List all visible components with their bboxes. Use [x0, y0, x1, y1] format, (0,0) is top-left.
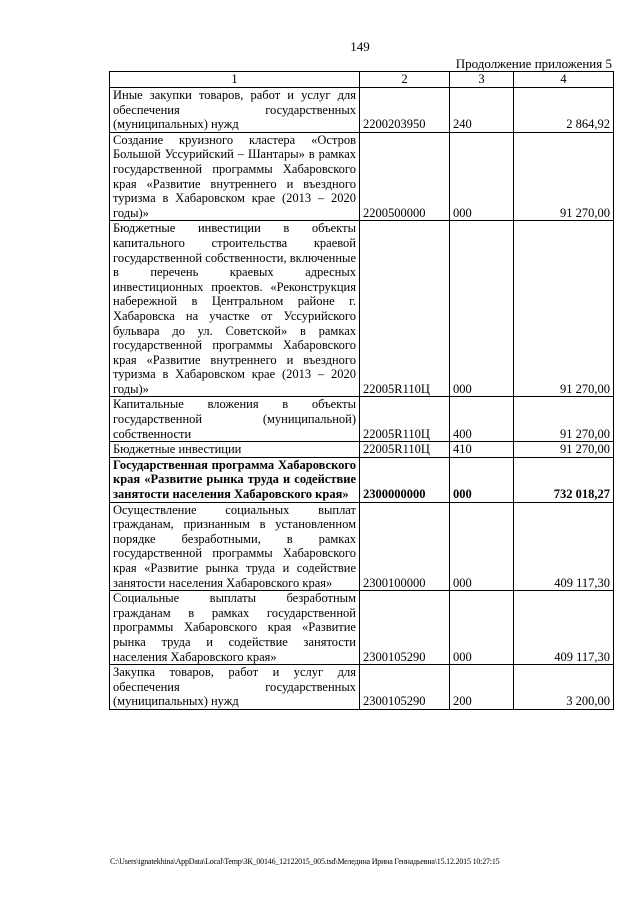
table-row	[110, 665, 614, 710]
row-expense-type: 000	[450, 132, 514, 221]
table-row	[110, 132, 614, 221]
row-expense-type: 200	[450, 665, 514, 710]
row-description: Осуществление социальных выплат гражданам, признанным в установленном порядке безработными, в рамках государственной программы Хабаровского края «Развитие рынка труда и содействие занятости населения Хабаровского края»	[110, 502, 360, 591]
header-col-4: 4	[514, 72, 614, 88]
row-target-code: 2300105290	[360, 591, 450, 665]
table-row	[110, 502, 614, 591]
row-description: Иные закупки товаров, работ и услуг для обеспечения государственных (муниципальных) нужд	[110, 88, 360, 133]
row-expense-type: 400	[450, 397, 514, 442]
page-number: 149	[350, 39, 370, 54]
row-amount: 409 117,30	[514, 591, 614, 665]
row-amount: 91 270,00	[514, 132, 614, 221]
table-row	[110, 591, 614, 665]
row-expense-type: 240	[450, 88, 514, 133]
row-amount: 91 270,00	[514, 442, 614, 458]
header-col-2: 2	[360, 72, 450, 88]
row-description: Социальные выплаты безработным гражданам в рамках государственной программы Хабаровского края «Развитие рынка труда и содействие занятости населения Хабаровского края»	[110, 591, 360, 665]
row-description: Бюджетные инвестиции	[110, 442, 360, 458]
table-body	[110, 88, 614, 710]
row-target-code: 22005R110Ц	[360, 221, 450, 397]
budget-table	[109, 71, 614, 710]
table-row	[110, 221, 614, 397]
file-path-footer: C:\Users\ignatekhina\AppData\Local\Temp\ЗК_00146_12122015_005.tsd\Меледина Ирина Геннадьевна\15.12.2015 10:27:15	[110, 857, 500, 866]
continuation-label: Продолжение приложения 5	[455, 56, 612, 71]
header-col-3: 3	[450, 72, 514, 88]
row-description: Государственная программа Хабаровского края «Развитие рынка труда и содействие занятости населения Хабаровского края»	[110, 457, 360, 502]
row-target-code: 2200500000	[360, 132, 450, 221]
row-amount: 732 018,27	[514, 457, 614, 502]
row-target-code: 2300105290	[360, 665, 450, 710]
table-row	[110, 397, 614, 442]
row-expense-type: 000	[450, 457, 514, 502]
row-target-code: 22005R110Ц	[360, 397, 450, 442]
row-target-code: 2200203950	[360, 88, 450, 133]
header-col-1: 1	[110, 72, 360, 88]
row-target-code: 2300000000	[360, 457, 450, 502]
row-amount: 3 200,00	[514, 665, 614, 710]
table-header-row	[110, 72, 614, 88]
table-row	[110, 442, 614, 458]
row-expense-type: 000	[450, 591, 514, 665]
row-amount: 91 270,00	[514, 397, 614, 442]
row-expense-type: 410	[450, 442, 514, 458]
row-expense-type: 000	[450, 221, 514, 397]
row-description: Создание круизного кластера «Остров Большой Уссурийский – Шантары» в рамках государственной программы Хабаровского края «Развитие внутреннего и въездного туризма в Хабаровском крае (2013 – 2020 годы)»	[110, 132, 360, 221]
row-target-code: 2300100000	[360, 502, 450, 591]
row-description: Закупка товаров, работ и услуг для обеспечения государственных (муниципальных) нужд	[110, 665, 360, 710]
table-row	[110, 457, 614, 502]
row-description: Капитальные вложения в объекты государственной (муниципальной) собственности	[110, 397, 360, 442]
row-amount: 2 864,92	[514, 88, 614, 133]
row-expense-type: 000	[450, 502, 514, 591]
row-description: Бюджетные инвестиции в объекты капитального строительства краевой государственной собственности, включенные в перечень краевых адресных инвестиционных проектов. «Реконструкция набережной в Центральном районе г. Хабаровска на участке от Уссурийского бульвара до ул. Советской» в рамках государственной программы Хабаровского края «Развитие внутреннего и въездного туризма в Хабаровском крае (2013 – 2020 годы)»	[110, 221, 360, 397]
row-target-code: 22005R110Ц	[360, 442, 450, 458]
row-amount: 409 117,30	[514, 502, 614, 591]
table-row	[110, 88, 614, 133]
row-amount: 91 270,00	[514, 221, 614, 397]
